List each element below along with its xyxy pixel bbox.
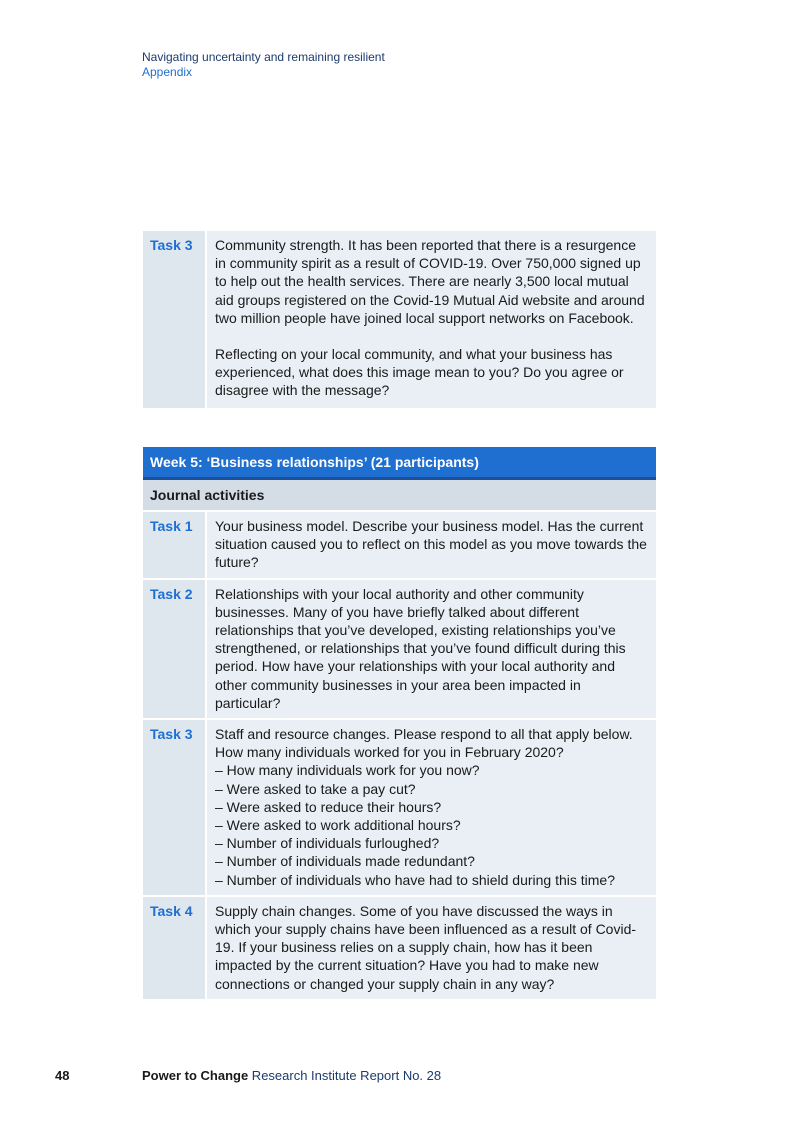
document-title: Navigating uncertainty and remaining resilient xyxy=(142,50,385,64)
task-text xyxy=(207,580,656,718)
task-list-item: – Were asked to reduce their hours? xyxy=(215,798,442,815)
task-paragraph: Community strength. It has been reported that there is a resurgence in community spirit as a result of COVID-19. Over 750,000 signed up to help out the health services. There are nearly 3,500 local mutual aid groups registered on the Covid-19 Mutual Aid website and around two million people have joined local support networks on Facebook. xyxy=(215,237,645,326)
task-paragraph: Relationships with your local authority and other community businesses. Many of you have briefly talked about different relationships that you’ve developed, existing relationships you’ve strengthened, or relationships that you’ve found difficult during this period. How have your relationships with your local authority and other community businesses in your area been impacted in particular? xyxy=(215,585,626,711)
task-paragraph: Supply chain changes. Some of you have discussed the ways in which your supply chains have been influenced as a result of Covid-19. If your business relies on a supply chain, how has it been impacted by the current situation? Have you had to make new connections or changed your supply chain in any way? xyxy=(215,902,637,992)
task-label: Task 1 xyxy=(143,512,207,578)
task-paragraph: Your business model. Describe your business model. Has the current situation caused you to reflect on this model as you move towards the future? xyxy=(215,518,647,571)
task-label: Task 2 xyxy=(143,580,207,718)
page-number: 48 xyxy=(55,1068,70,1083)
week5-table xyxy=(143,447,656,999)
task-text xyxy=(207,231,656,408)
task-label: Task 3 xyxy=(143,231,207,408)
task-label: Task 4 xyxy=(143,897,207,999)
footer-report-name: Research Institute Report No. 28 xyxy=(248,1068,442,1083)
task-label: Task 3 xyxy=(143,720,207,895)
task-text xyxy=(207,720,656,895)
task-row xyxy=(143,580,656,720)
task-list-item: – Number of individuals who have had to shield during this time? xyxy=(215,871,616,888)
task-row xyxy=(143,720,656,897)
task-list-item: – Were asked to work additional hours? xyxy=(215,817,461,834)
task-list-item: – Were asked to take a pay cut? xyxy=(215,780,416,797)
task-row xyxy=(143,231,656,408)
footer-brand: Power to Change xyxy=(142,1068,249,1083)
task-text xyxy=(207,512,656,578)
standalone-task-table xyxy=(143,231,656,408)
week-title: Week 5: ‘Business relationships’ (21 participants) xyxy=(143,447,656,480)
running-header xyxy=(142,50,385,80)
task-list-item: – Number of individuals made redundant? xyxy=(215,853,475,870)
task-intro: Staff and resource changes. Please respond to all that apply below. How many individuals worked for you in February 2020? xyxy=(215,726,633,761)
task-row xyxy=(143,512,656,580)
task-paragraph: Reflecting on your local community, and what your business has experienced, what does this image mean to you? Do you agree or disagree with the message? xyxy=(215,346,624,399)
section-title: Appendix xyxy=(142,65,193,79)
footer-report-title xyxy=(142,1068,441,1084)
task-list-item: – Number of individuals furloughed? xyxy=(215,835,440,852)
journal-subheading: Journal activities xyxy=(143,480,656,512)
task-text xyxy=(207,897,656,999)
task-list-item: – How many individuals work for you now? xyxy=(215,762,480,779)
task-row xyxy=(143,897,656,999)
